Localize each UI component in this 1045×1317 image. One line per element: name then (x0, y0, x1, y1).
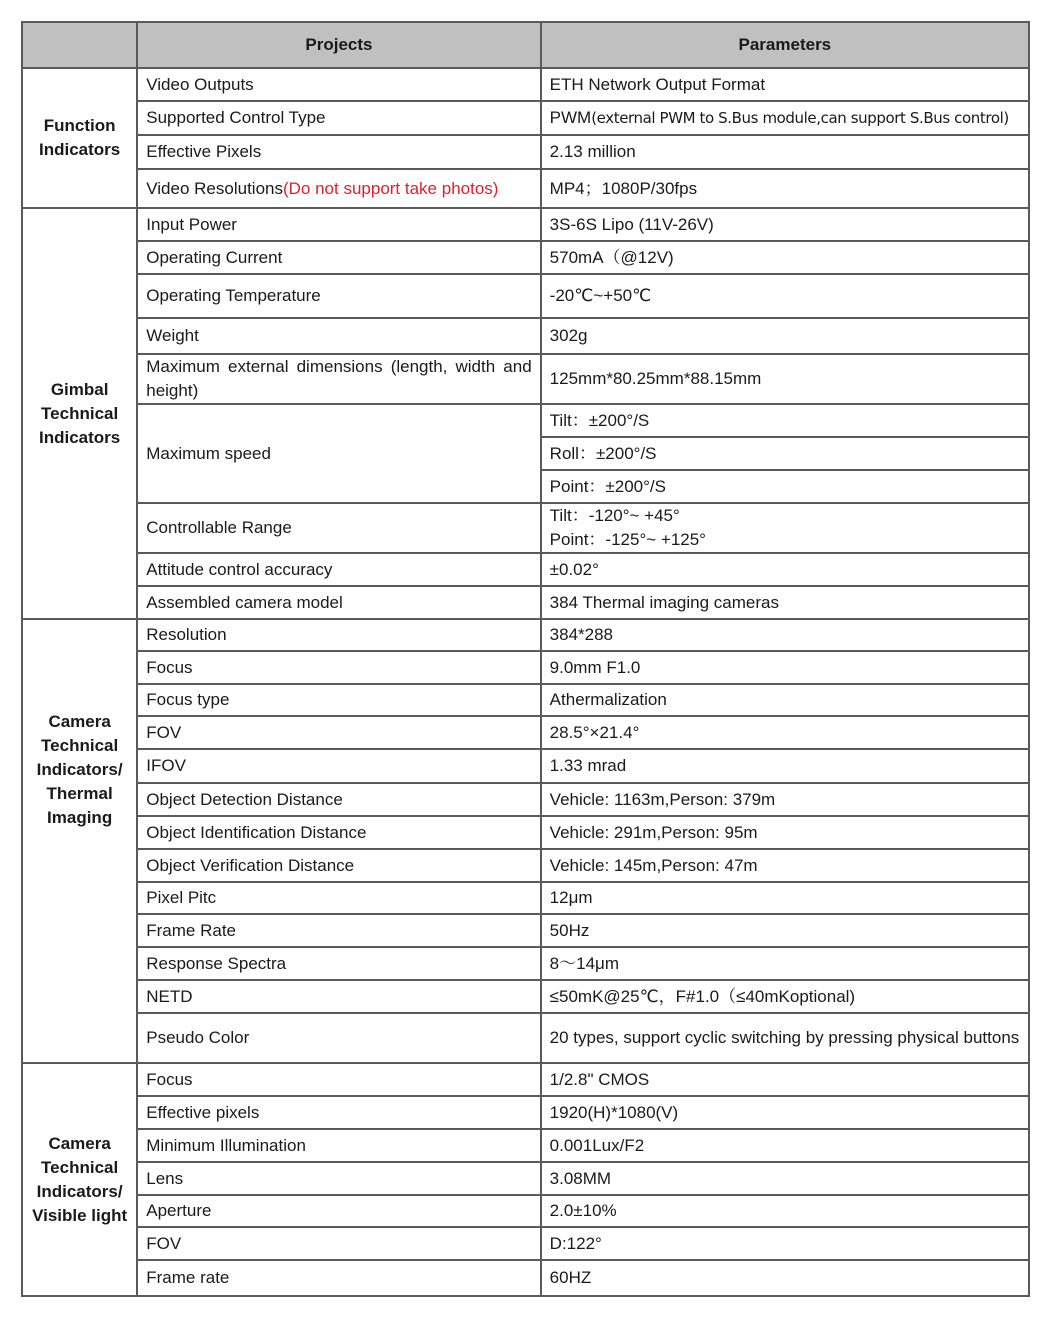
table-row (22, 1096, 1029, 1129)
table-row (22, 651, 1029, 684)
value-cell (541, 503, 1029, 553)
item-cell: Maximum speed (137, 404, 540, 503)
item-cell: Frame Rate (137, 914, 540, 947)
group-label-function-indicators (22, 68, 137, 208)
item-cell: NETD (137, 980, 540, 1013)
table-row (22, 318, 1029, 354)
item-cell: Resolution (137, 619, 540, 651)
value-cell (541, 101, 1029, 135)
table-row (22, 1129, 1029, 1162)
item-cell: Operating Temperature (137, 274, 540, 318)
value-cell: 384 Thermal imaging cameras (541, 586, 1029, 619)
value-cell: 125mm*80.25mm*88.15mm (541, 354, 1029, 404)
value-cell: -20℃~+50℃ (541, 274, 1029, 318)
item-cell: Weight (137, 318, 540, 354)
item-cell: Object Identification Distance (137, 816, 540, 849)
table-row (22, 619, 1029, 651)
group-label-line: Visible light (32, 1205, 128, 1225)
value-cell: 3.08MM (541, 1162, 1029, 1195)
item-cell: Object Detection Distance (137, 783, 540, 816)
group-label-line: Function (43, 116, 116, 135)
group-label-line: Indicators/ (36, 760, 123, 779)
group-label-line: Camera (48, 1133, 111, 1153)
table-row (22, 749, 1029, 783)
header-row (22, 22, 1029, 68)
table-row (22, 503, 1029, 553)
value-cell: 12μm (541, 882, 1029, 914)
table-row (22, 716, 1029, 749)
group-label-line: Technical (41, 1157, 119, 1177)
table-row (22, 553, 1029, 586)
value-cell: 9.0mm F1.0 (541, 651, 1029, 684)
value-cell: Vehicle: 145m,Person: 47m (541, 849, 1029, 882)
table-row (22, 882, 1029, 914)
value-cell: 1/2.8" CMOS (541, 1063, 1029, 1096)
value-cell: 1920(H)*1080(V) (541, 1096, 1029, 1129)
value-cell: 60HZ (541, 1260, 1029, 1296)
value-cell: Tilt：±200°/S (541, 404, 1029, 437)
value-cell: 20 types, support cyclic switching by pressing physical buttons (541, 1013, 1029, 1063)
item-cell: Attitude control accuracy (137, 553, 540, 586)
value-cell: ≤50mK@25℃，F#1.0（≤40mKoptional) (541, 980, 1029, 1013)
table-row (22, 208, 1029, 241)
value-cell: 3S-6S Lipo (11V-26V) (541, 208, 1029, 241)
table-row (22, 816, 1029, 849)
table-row (22, 1195, 1029, 1227)
item-cell: Frame rate (137, 1260, 540, 1296)
table-row (22, 101, 1029, 135)
value-cell: Athermalization (541, 684, 1029, 716)
value-cell: Roll：±200°/S (541, 437, 1029, 470)
group-label-line: Technical (41, 403, 119, 423)
value-cell: 2.13 million (541, 135, 1029, 169)
table-row (22, 354, 1029, 404)
item-cell: Controllable Range (137, 503, 540, 553)
item-cell: Response Spectra (137, 947, 540, 980)
item-cell: Focus (137, 651, 540, 684)
group-label-gimbal-technical-indicators (22, 208, 137, 619)
table-row (22, 914, 1029, 947)
table-row (22, 1227, 1029, 1260)
item-cell: Lens (137, 1162, 540, 1195)
item-cell: IFOV (137, 749, 540, 783)
item-cell: Effective Pixels (137, 135, 540, 169)
item-cell: Minimum Illumination (137, 1129, 540, 1162)
table-row (22, 1162, 1029, 1195)
header-projects: Projects (137, 22, 540, 68)
item-cell: Pseudo Color (137, 1013, 540, 1063)
item-cell: Video Outputs (137, 68, 540, 101)
header-group (22, 22, 137, 68)
table-row (22, 404, 1029, 437)
value-cell: 50Hz (541, 914, 1029, 947)
table-row (22, 1063, 1029, 1096)
item-cell: Assembled camera model (137, 586, 540, 619)
table-row (22, 169, 1029, 208)
group-label-line: Indicators/ (36, 1181, 123, 1201)
table-row (22, 135, 1029, 169)
item-cell: FOV (137, 716, 540, 749)
item-cell: Object Verification Distance (137, 849, 540, 882)
value-cell: 28.5°×21.4° (541, 716, 1029, 749)
value-cell: 384*288 (541, 619, 1029, 651)
item-cell: FOV (137, 1227, 540, 1260)
item-cell: Aperture (137, 1195, 540, 1227)
value-line: Point：-125°~ +125° (549, 530, 706, 549)
value-cell: ETH Network Output Format (541, 68, 1029, 101)
table-row (22, 980, 1029, 1013)
value-cell: 0.001Lux/F2 (541, 1129, 1029, 1162)
item-cell: Input Power (137, 208, 540, 241)
value-cell: MP4；1080P/30fps (541, 169, 1029, 208)
header-parameters: Parameters (541, 22, 1029, 68)
group-label-thermal-imaging (22, 619, 137, 1063)
item-note-warning: (Do not support take photos) (282, 178, 499, 198)
value-cell: Vehicle: 1163m,Person: 379m (541, 783, 1029, 816)
table-row (22, 241, 1029, 274)
table-row (22, 849, 1029, 882)
table-row (22, 586, 1029, 619)
value-cell: Point：±200°/S (541, 470, 1029, 503)
item-cell: Pixel Pitc (137, 882, 540, 914)
value-cell: 2.0±10% (541, 1195, 1029, 1227)
value-note: (external PWM to S.Bus module,can support S.Bus control) (591, 109, 1009, 127)
group-label-line: Imaging (47, 808, 113, 827)
value-cell: 570mA（@12V) (541, 241, 1029, 274)
item-cell: Effective pixels (137, 1096, 540, 1129)
value-cell: D:122° (541, 1227, 1029, 1260)
table-row (22, 274, 1029, 318)
value-cell: Vehicle: 291m,Person: 95m (541, 816, 1029, 849)
item-cell (137, 169, 540, 208)
spec-table (21, 21, 1030, 1297)
value-main: PWM (549, 108, 592, 127)
item-cell: Operating Current (137, 241, 540, 274)
table-row (22, 1260, 1029, 1296)
group-label-line: Indicators (39, 427, 121, 447)
group-label-line: Technical (41, 736, 119, 755)
group-label-visible-light (22, 1063, 137, 1296)
item-cell: Focus type (137, 684, 540, 716)
group-label-line: Thermal (46, 784, 113, 803)
item-cell: Supported Control Type (137, 101, 540, 135)
table-row (22, 783, 1029, 816)
value-cell: 302g (541, 318, 1029, 354)
table-row (22, 68, 1029, 101)
group-label-line: Camera (48, 712, 111, 731)
item-main: Video Resolutions (146, 178, 283, 198)
group-label-line: Indicators (39, 140, 121, 159)
item-cell: Focus (137, 1063, 540, 1096)
table-row (22, 947, 1029, 980)
value-cell: 8～14μm (541, 947, 1029, 980)
item-cell: Maximum external dimensions (length, width and height) (137, 354, 540, 404)
value-line: Tilt：-120°~ +45° (549, 506, 680, 525)
value-cell: 1.33 mrad (541, 749, 1029, 783)
table-row (22, 1013, 1029, 1063)
table-row (22, 684, 1029, 716)
value-cell: ±0.02° (541, 553, 1029, 586)
group-label-line: Gimbal (50, 379, 109, 399)
